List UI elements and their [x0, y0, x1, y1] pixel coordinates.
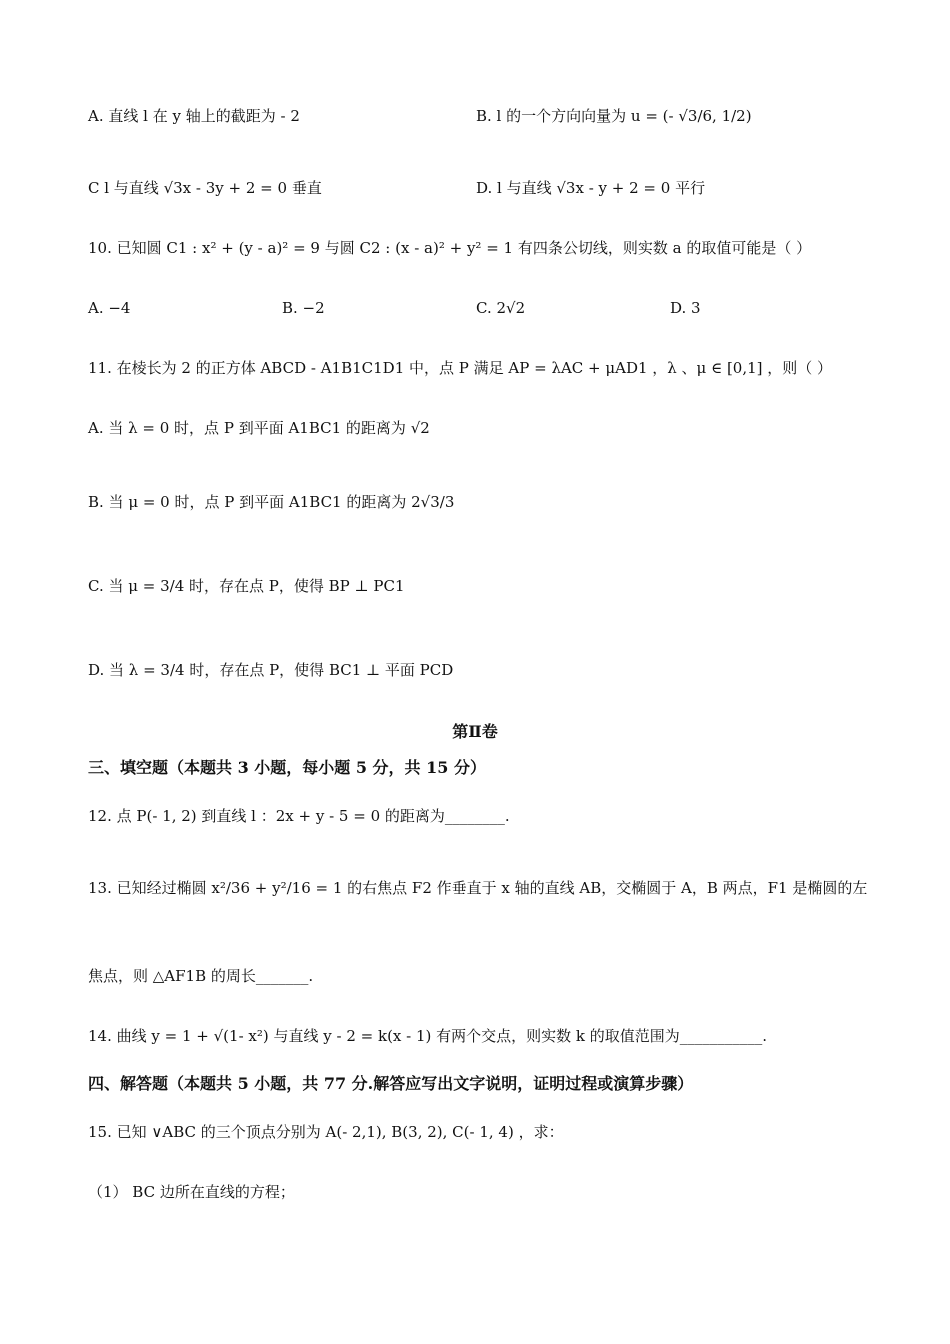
q10-option-b: B. −2: [282, 299, 325, 317]
section-4-header: 四、解答题（本题共 5 小题，共 77 分.解答应写出文字说明，证明过程或演算步骤）: [88, 1074, 694, 1093]
q10-stem: 10. 已知圆 C1 : x² + (y - a)² = 9 与圆 C2 : (x - a)² + y² = 1 有四条公切线，则实数 a 的取值可能是（ ）: [88, 239, 812, 257]
q13-line2: 焦点，则 △AF1B 的周长_______.: [88, 967, 314, 985]
section-3-header: 三、填空题（本题共 3 小题，每小题 5 分，共 15 分）: [88, 758, 486, 777]
q11-option-d: D. 当 λ = 3/4 时，存在点 P，使得 BC1 ⊥ 平面 PCD: [88, 661, 454, 679]
q10-option-d: D. 3: [670, 299, 701, 317]
q11-option-c: C. 当 μ = 3/4 时，存在点 P，使得 BP ⊥ PC1: [88, 577, 405, 595]
q10-option-c: C. 2√2: [476, 299, 526, 317]
q15-part1: （1） BC 边所在直线的方程；: [88, 1183, 295, 1201]
q15-stem: 15. 已知 ∨ABC 的三个顶点分别为 A(- 2,1), B(3, 2), C(- 1, 4) ，求：: [88, 1123, 564, 1141]
q11-option-b: B. 当 μ = 0 时，点 P 到平面 A1BC1 的距离为 2√3/3: [88, 493, 455, 511]
q11-stem: 11. 在棱长为 2 的正方体 ABCD - A1B1C1D1 中，点 P 满足 AP = λAC + μAD1 ，λ 、μ ∈ [0,1] ，则（ ）: [88, 359, 833, 377]
q11-option-a: A. 当 λ = 0 时，点 P 到平面 A1BC1 的距离为 √2: [88, 419, 430, 437]
q9-option-c: C l 与直线 √3x - 3y + 2 = 0 垂直: [88, 179, 322, 197]
q9-option-a: A. 直线 l 在 y 轴上的截距为 - 2: [88, 107, 300, 125]
q12: 12. 点 P(- 1, 2) 到直线 l ：2x + y - 5 = 0 的距离为________.: [88, 807, 510, 825]
section-2-title: 第Ⅱ卷: [452, 722, 498, 741]
q10-option-a: A. −4: [88, 299, 131, 317]
q9-option-b: B. l 的一个方向向量为 u = (- √3/6, 1/2): [476, 107, 752, 125]
q14: 14. 曲线 y = 1 + √(1- x²) 与直线 y - 2 = k(x - 1) 有两个交点，则实数 k 的取值范围为___________.: [88, 1027, 768, 1045]
q9-option-d: D. l 与直线 √3x - y + 2 = 0 平行: [476, 179, 706, 197]
q13-line1: 13. 已知经过椭圆 x²/36 + y²/16 = 1 的右焦点 F2 作垂直于 x 轴的直线 AB，交椭圆于 A，B 两点，F1 是椭圆的左: [88, 879, 868, 897]
